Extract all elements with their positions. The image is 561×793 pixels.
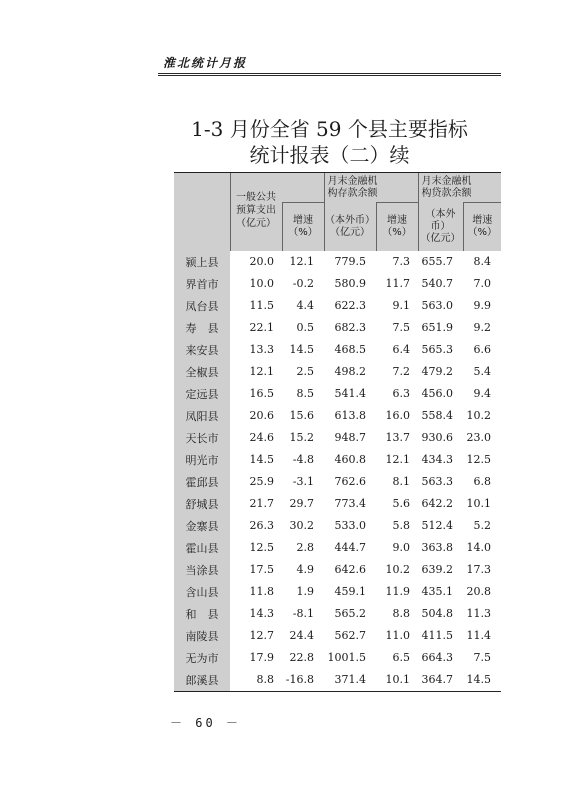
- budget-cell: 22.1: [249, 321, 274, 334]
- budget-growth-cell: -4.8: [292, 453, 314, 466]
- loan-growth-cell: 11.3: [466, 607, 491, 620]
- budget-growth-header: [282, 203, 324, 251]
- table-row: [174, 427, 501, 449]
- county-name-cell: 霍邱县: [174, 471, 230, 493]
- county-name-cell: 颍上县: [174, 251, 230, 273]
- loan-cell: 642.2: [421, 497, 453, 510]
- county-name-cell: 天长市: [174, 427, 230, 449]
- deposit-cell: 682.3: [334, 321, 366, 334]
- budget-growth-cell: 0.5: [296, 321, 314, 334]
- loan-cell: 664.3: [421, 651, 453, 664]
- budget-growth-cell: 29.7: [289, 497, 314, 510]
- loan-growth-cell: 8.4: [473, 255, 491, 268]
- deposit-growth-cell: 7.3: [392, 255, 410, 268]
- loan-cell: 456.0: [421, 387, 453, 400]
- loan-cell: 512.4: [421, 519, 453, 532]
- deposit-cell: 642.6: [334, 563, 366, 576]
- budget-cell: 13.3: [249, 343, 274, 356]
- loan-growth-cell: 9.2: [473, 321, 491, 334]
- deposit-growth-cell: 6.5: [392, 651, 410, 664]
- table-row: [174, 361, 501, 383]
- county-name-cell: 郎溪县: [174, 669, 230, 692]
- budget-cell: 11.5: [249, 299, 274, 312]
- budget-growth-cell: 2.8: [296, 541, 314, 554]
- loan-cell: 639.2: [421, 563, 453, 576]
- deposit-cell: 533.0: [334, 519, 366, 532]
- table-row: [174, 603, 501, 625]
- loan-growth-cell: 6.8: [473, 475, 491, 488]
- loan-cell: 364.7: [418, 669, 463, 692]
- county-name-cell: 当涂县: [174, 559, 230, 581]
- table-row: [174, 471, 501, 493]
- budget-cell: 26.3: [249, 519, 274, 532]
- loan-cell: 565.3: [421, 343, 453, 356]
- header-rule-secondary: [158, 75, 501, 76]
- loan-column-header: [418, 203, 463, 251]
- table-row: [174, 559, 501, 581]
- statistics-table: [174, 172, 501, 692]
- loan-cell: 655.7: [421, 255, 453, 268]
- budget-growth-cell: 15.6: [289, 409, 314, 422]
- header-rule: [158, 73, 501, 74]
- deposit-growth-cell: 11.9: [385, 585, 410, 598]
- county-name-cell: 明光市: [174, 449, 230, 471]
- budget-cell: 20.6: [249, 409, 274, 422]
- budget-cell: 17.5: [249, 563, 274, 576]
- table-title-line2: 统计报表（二）续: [249, 143, 410, 167]
- loan-growth-cell: 10.2: [466, 409, 491, 422]
- deposit-growth-cell: 9.1: [392, 299, 410, 312]
- loan-cell: 563.0: [421, 299, 453, 312]
- county-name-cell: 无为市: [174, 647, 230, 669]
- loan-growth-label: 增速: [472, 214, 493, 226]
- deposit-growth-label: 增速: [387, 214, 407, 226]
- budget-cell: 17.9: [249, 651, 274, 664]
- loan-cell: 558.4: [421, 409, 453, 422]
- deposit-growth-cell: 8.1: [392, 475, 410, 488]
- budget-growth-cell: 15.2: [289, 431, 314, 444]
- loan-growth-cell: 11.4: [466, 629, 491, 642]
- budget-cell: 14.3: [249, 607, 274, 620]
- budget-growth-cell: 14.5: [289, 343, 314, 356]
- loan-cell: 363.8: [421, 541, 453, 554]
- county-name-cell: 全椒县: [174, 361, 230, 383]
- county-name-cell: 定远县: [174, 383, 230, 405]
- loan-growth-cell: 23.0: [466, 431, 491, 444]
- deposit-growth-header: [376, 203, 418, 251]
- deposit-growth-cell: 11.0: [385, 629, 410, 642]
- deposit-cell: 541.4: [334, 387, 366, 400]
- loan-cell: 563.3: [421, 475, 453, 488]
- table-row: [174, 669, 501, 692]
- budget-growth-cell: 30.2: [289, 519, 314, 532]
- loan-cell: 540.7: [421, 277, 453, 290]
- table-row: [174, 537, 501, 559]
- budget-growth-cell: 4.4: [296, 299, 314, 312]
- deposit-cell: 371.4: [324, 669, 376, 692]
- county-name-cell: 霍山县: [174, 537, 230, 559]
- loan-growth-cell: 14.0: [466, 541, 491, 554]
- deposit-cell: 565.2: [334, 607, 366, 620]
- budget-cell: 24.6: [249, 431, 274, 444]
- loan-header-line2: 构贷款余额: [421, 187, 472, 199]
- deposit-growth-cell: 7.5: [392, 321, 410, 334]
- deposit-growth-cell: 8.8: [392, 607, 410, 620]
- budget-growth-cell: -3.1: [292, 475, 314, 488]
- loan-cell: 651.9: [421, 321, 453, 334]
- budget-growth-cell: 1.9: [296, 585, 314, 598]
- deposit-growth-unit: （%）: [382, 226, 412, 238]
- loan-growth-cell: 14.5: [463, 669, 501, 692]
- deposit-growth-cell: 7.2: [392, 365, 410, 378]
- loan-group-header: [418, 173, 501, 203]
- loan-growth-cell: 5.4: [473, 365, 491, 378]
- table-row: [174, 405, 501, 427]
- table-body: [174, 251, 501, 692]
- deposit-growth-cell: 13.7: [385, 431, 410, 444]
- deposit-cell: 613.8: [334, 409, 366, 422]
- deposit-growth-cell: 10.1: [376, 669, 418, 692]
- county-name-cell: 舒城县: [174, 493, 230, 515]
- county-name-cell: 来安县: [174, 339, 230, 361]
- table-row: [174, 317, 501, 339]
- county-name-cell: 寿 县: [174, 317, 230, 339]
- deposit-growth-cell: 5.8: [392, 519, 410, 532]
- budget-growth-cell: 24.4: [289, 629, 314, 642]
- table-row: [174, 647, 501, 669]
- budget-growth-cell: -0.2: [292, 277, 314, 290]
- loan-growth-cell: 17.3: [466, 563, 491, 576]
- budget-cell: 12.7: [249, 629, 274, 642]
- table-row: [174, 273, 501, 295]
- county-name-cell: 凤台县: [174, 295, 230, 317]
- deposit-header-line4: （亿元）: [330, 226, 370, 238]
- budget-cell: 10.0: [249, 277, 274, 290]
- budget-cell: 14.5: [249, 453, 274, 466]
- budget-header-line3: （亿元）: [236, 217, 276, 229]
- table-row: [174, 339, 501, 361]
- county-column-header: [174, 173, 230, 251]
- loan-growth-cell: 9.4: [473, 387, 491, 400]
- loan-growth-cell: 7.0: [473, 277, 491, 290]
- county-name-cell: 和 县: [174, 603, 230, 625]
- deposit-growth-cell: 6.3: [392, 387, 410, 400]
- county-name-cell: 凤阳县: [174, 405, 230, 427]
- budget-growth-cell: -8.1: [292, 607, 314, 620]
- deposit-column-header: [324, 203, 376, 251]
- loan-header-line3: （本外币）: [425, 208, 456, 232]
- deposit-cell: 498.2: [334, 365, 366, 378]
- loan-growth-cell: 6.6: [473, 343, 491, 356]
- loan-growth-cell: 5.2: [473, 519, 491, 532]
- table-row: [174, 449, 501, 471]
- deposit-growth-cell: 16.0: [385, 409, 410, 422]
- budget-cell: 25.9: [249, 475, 274, 488]
- table-row: [174, 295, 501, 317]
- loan-cell: 930.6: [421, 431, 453, 444]
- deposit-growth-cell: 9.0: [392, 541, 410, 554]
- budget-growth-cell: 12.1: [289, 255, 314, 268]
- deposit-cell: 779.5: [334, 255, 366, 268]
- budget-cell: 20.0: [249, 255, 274, 268]
- table-row: [174, 383, 501, 405]
- loan-cell: 435.1: [421, 585, 453, 598]
- deposit-growth-cell: 11.7: [385, 277, 410, 290]
- deposit-cell: 622.3: [334, 299, 366, 312]
- deposit-growth-cell: 6.4: [392, 343, 410, 356]
- budget-growth-cell: 8.5: [296, 387, 314, 400]
- loan-cell: 479.2: [421, 365, 453, 378]
- budget-growth-unit: （%）: [288, 226, 318, 238]
- budget-growth-cell: -16.8: [282, 669, 324, 692]
- budget-growth-cell: 4.9: [296, 563, 314, 576]
- budget-growth-label: 增速: [293, 214, 313, 226]
- budget-cell: 8.8: [230, 669, 282, 692]
- table-row: [174, 251, 501, 273]
- loan-header-line4: （亿元）: [420, 232, 461, 244]
- deposit-growth-cell: 10.2: [385, 563, 410, 576]
- deposit-header-line2: 构存款余额: [327, 187, 378, 199]
- loan-growth-cell: 7.5: [473, 651, 491, 664]
- deposit-cell: 1001.5: [327, 651, 366, 664]
- loan-cell: 504.8: [421, 607, 453, 620]
- deposit-cell: 468.5: [334, 343, 366, 356]
- table-row: [174, 581, 501, 603]
- deposit-cell: 773.4: [334, 497, 366, 510]
- loan-growth-cell: 12.5: [466, 453, 491, 466]
- deposit-cell: 580.9: [334, 277, 366, 290]
- loan-growth-unit: （%）: [467, 226, 497, 238]
- loan-cell: 411.5: [421, 629, 453, 642]
- loan-growth-cell: 20.8: [466, 585, 491, 598]
- table-header: [174, 173, 501, 251]
- county-name-cell: 界首市: [174, 273, 230, 295]
- table-row: [174, 493, 501, 515]
- deposit-cell: 459.1: [334, 585, 366, 598]
- deposit-header-line1: 月末金融机: [327, 175, 378, 187]
- budget-cell: 21.7: [249, 497, 274, 510]
- county-name-cell: 含山县: [174, 581, 230, 603]
- loan-header-line1: 月末金融机: [421, 175, 472, 187]
- budget-header-line2: 预算支出: [236, 204, 276, 216]
- budget-cell: 11.8: [249, 585, 274, 598]
- budget-growth-cell: 22.8: [289, 651, 314, 664]
- budget-growth-cell: 2.5: [296, 365, 314, 378]
- county-name-cell: 南陵县: [174, 625, 230, 647]
- deposit-group-header: [324, 173, 418, 203]
- deposit-cell: 762.6: [334, 475, 366, 488]
- publication-header: 淮北统计月报: [163, 56, 248, 70]
- county-name-cell: 金寨县: [174, 515, 230, 537]
- deposit-cell: 444.7: [334, 541, 366, 554]
- table-title-line1: 1-3 月份全省 59 个县主要指标: [191, 117, 468, 141]
- deposit-cell: 562.7: [334, 629, 366, 642]
- page-number: － 60 －: [170, 716, 241, 730]
- budget-cell: 12.1: [249, 365, 274, 378]
- loan-growth-cell: 10.1: [466, 497, 491, 510]
- loan-cell: 434.3: [421, 453, 453, 466]
- deposit-growth-cell: 5.6: [392, 497, 410, 510]
- table-row: [174, 515, 501, 537]
- deposit-cell: 460.8: [334, 453, 366, 466]
- deposit-header-line3: （本外币）: [325, 214, 375, 226]
- loan-growth-header: [463, 203, 501, 251]
- deposit-cell: 948.7: [334, 431, 366, 444]
- budget-cell: 16.5: [249, 387, 274, 400]
- loan-growth-cell: 9.9: [473, 299, 491, 312]
- budget-cell: 12.5: [249, 541, 274, 554]
- deposit-growth-cell: 12.1: [385, 453, 410, 466]
- budget-header-line1: 一般公共: [236, 191, 276, 203]
- budget-column-header: [230, 191, 282, 251]
- table-row: [174, 625, 501, 647]
